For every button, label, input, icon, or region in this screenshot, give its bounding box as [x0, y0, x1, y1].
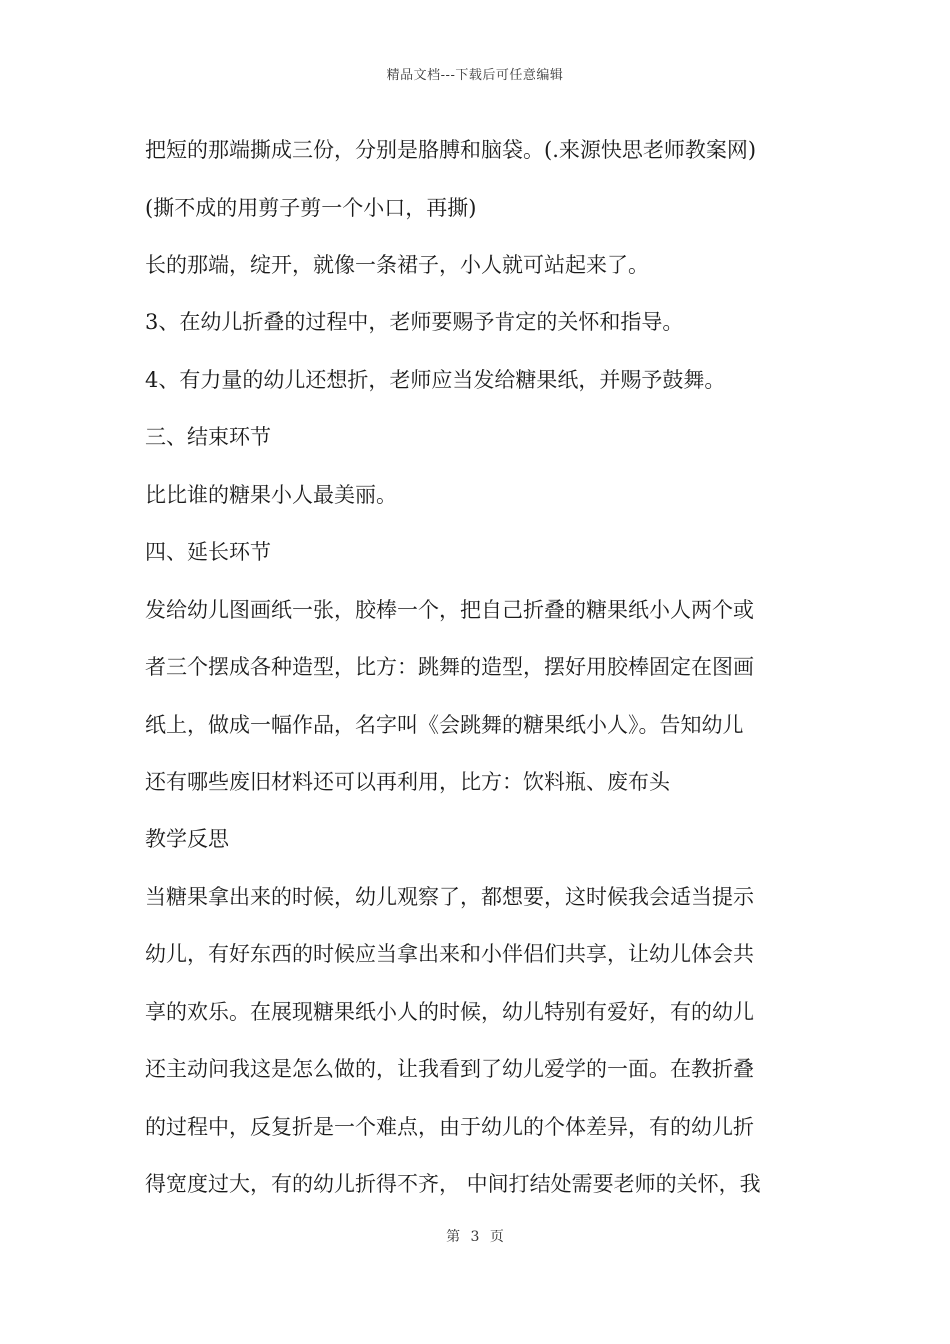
text-line: 幼儿，有好东西的时候应当拿出来和小伴侣们共享，让幼儿体会共 [145, 942, 754, 966]
text-line: 者三个摆成各种造型，比方：跳舞的造型，摆好用胶棒固定在图画 [145, 655, 754, 679]
text-line: 当糖果拿出来的时候，幼儿观察了，都想要，这时候我会适当提示 [145, 885, 754, 909]
page-number-suffix: 页 [489, 1229, 504, 1245]
text-line: 得宽度过大，有的幼儿折得不齐， 中间打结处需要老师的关怀，我 [145, 1172, 761, 1196]
text-line: 发给幼儿图画纸一张，胶棒一个，把自己折叠的糖果纸小人两个或 [145, 598, 754, 622]
text-line: 4、有力量的幼儿还想折，老师应当发给糖果纸，并赐予鼓舞。 [145, 368, 726, 392]
section-heading: 教学反思 [145, 827, 229, 851]
text-line: (撕不成的用剪子剪一个小口，再撕) [145, 196, 477, 220]
text-line: 把短的那端撕成三份，分别是胳膊和脑袋。(.来源快思老师教案网) [145, 138, 757, 162]
page-header: 精品文档---下载后可任意编辑 [386, 68, 564, 83]
page-number-prefix: 第 [446, 1229, 461, 1245]
text-line: 纸上，做成一幅作品，名字叫《会跳舞的糖果纸小人》。告知幼儿 [145, 713, 744, 737]
text-line: 3、在幼儿折叠的过程中，老师要赐予肯定的关怀和指导。 [145, 310, 684, 334]
page-number: 3 [470, 1229, 480, 1245]
page-footer [0, 1226, 950, 1246]
text-line: 的过程中，反复折是一个难点，由于幼儿的个体差异，有的幼儿折 [145, 1115, 754, 1139]
section-heading: 三、结束环节 [145, 425, 271, 449]
section-heading: 四、延长环节 [145, 540, 271, 564]
text-line: 长的那端，绽开，就像一条裙子，小人就可站起来了。 [145, 253, 649, 277]
text-line: 还主动问我这是怎么做的，让我看到了幼儿爱学的一面。在教折叠 [145, 1057, 754, 1081]
text-line: 还有哪些废旧材料还可以再利用，比方：饮料瓶、废布头 [145, 770, 670, 794]
text-line: 享的欢乐。在展现糖果纸小人的时候，幼儿特别有爱好，有的幼儿 [145, 1000, 754, 1024]
text-line: 比比谁的糖果小人最美丽。 [145, 483, 397, 507]
